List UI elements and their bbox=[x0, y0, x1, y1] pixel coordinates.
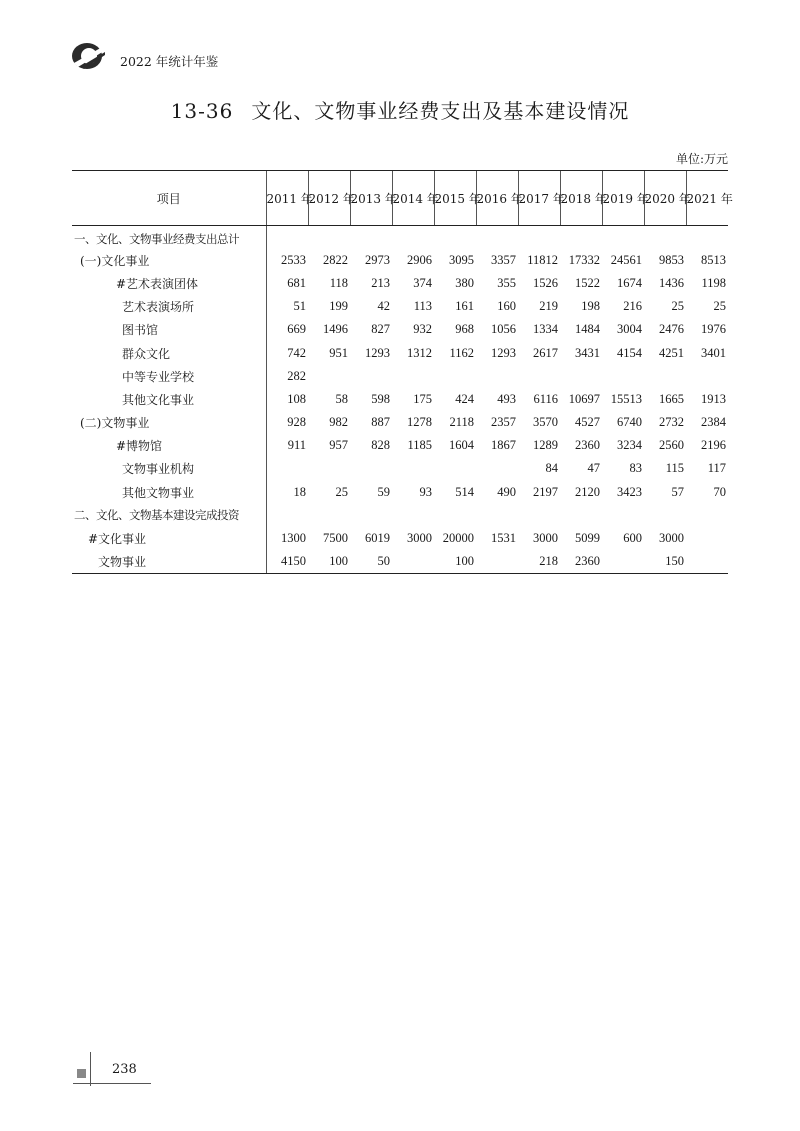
table-cell: 1289 bbox=[533, 438, 558, 453]
table-cell bbox=[392, 457, 434, 480]
row-label: 其他文化事业 bbox=[72, 388, 266, 411]
table-cell: 932 bbox=[413, 322, 432, 337]
column-header: 2015 年 bbox=[434, 171, 476, 226]
table-cell bbox=[560, 504, 602, 527]
table-cell: 6740 bbox=[617, 415, 642, 430]
table-cell: 2197 bbox=[533, 484, 558, 499]
table-cell: 951 bbox=[329, 345, 348, 360]
table-cell: 3431 bbox=[575, 345, 600, 360]
table-row bbox=[72, 365, 728, 388]
row-label: 艺术表演场所 bbox=[72, 295, 266, 318]
table-cell: 11812 bbox=[527, 252, 558, 267]
table-cell: 2533 bbox=[281, 252, 306, 267]
table-cell bbox=[266, 504, 308, 527]
table-cell: 957 bbox=[329, 438, 348, 453]
table-cell: 1674 bbox=[617, 275, 642, 290]
table-cell: 100 bbox=[308, 550, 350, 573]
table-cell: 57 bbox=[671, 484, 684, 499]
table-cell bbox=[392, 365, 434, 388]
table-title-text: 文化、文物事业经费支出及基本建设情况 bbox=[251, 99, 630, 123]
table-cell: 25 bbox=[335, 484, 348, 499]
table-cell: 598 bbox=[371, 391, 390, 406]
table-cell: 108 bbox=[287, 391, 306, 406]
table-title bbox=[0, 95, 800, 124]
page-mark-line bbox=[90, 1052, 91, 1086]
table-cell: 968 bbox=[455, 322, 474, 337]
table-cell: 100 bbox=[434, 550, 476, 573]
page-mark-rule bbox=[73, 1083, 151, 1084]
table-cell: 1665 bbox=[659, 391, 684, 406]
table-cell: 282 bbox=[287, 368, 306, 383]
column-header: 2017 年 bbox=[518, 171, 560, 226]
table-cell: 1334 bbox=[533, 322, 558, 337]
table-row bbox=[72, 434, 728, 457]
table-cell: 2118 bbox=[449, 415, 474, 430]
table-cell: 669 bbox=[287, 322, 306, 337]
table-row bbox=[72, 481, 728, 504]
table-cell: 4251 bbox=[659, 345, 684, 360]
table-cell: 1522 bbox=[575, 275, 600, 290]
table-cell bbox=[308, 457, 350, 480]
table-cell bbox=[434, 504, 476, 527]
table-row bbox=[72, 504, 728, 527]
table-cell: 25 bbox=[713, 299, 726, 314]
table-cell: 493 bbox=[497, 391, 516, 406]
yearbook-logo-icon bbox=[70, 40, 106, 72]
table-row bbox=[72, 388, 728, 411]
table-cell bbox=[308, 504, 350, 527]
table-cell: 18 bbox=[293, 484, 306, 499]
row-label: 二、文化、文物基本建设完成投资 bbox=[72, 504, 266, 527]
column-header: 2019 年 bbox=[602, 171, 644, 226]
table-cell: 199 bbox=[329, 299, 348, 314]
table-cell bbox=[686, 527, 728, 550]
table-cell: 827 bbox=[371, 322, 390, 337]
table-cell: 7500 bbox=[323, 531, 348, 546]
table-cell: 218 bbox=[518, 550, 560, 573]
column-header: 2021 年 bbox=[686, 171, 728, 226]
table-cell: 2196 bbox=[701, 438, 726, 453]
column-header: 2014 年 bbox=[392, 171, 434, 226]
table-cell: 175 bbox=[413, 391, 432, 406]
row-label: 其他文物事业 bbox=[72, 481, 266, 504]
table-cell bbox=[518, 365, 560, 388]
table-cell bbox=[350, 457, 392, 480]
table-cell: 3234 bbox=[617, 438, 642, 453]
table-cell: 6116 bbox=[533, 391, 558, 406]
table-number: 13-36 bbox=[170, 99, 234, 123]
table-cell bbox=[350, 365, 392, 388]
table-cell: 742 bbox=[287, 345, 306, 360]
table-cell: 4150 bbox=[266, 550, 308, 573]
column-header: 2011 年 bbox=[266, 171, 308, 226]
table-cell: 3000 bbox=[407, 531, 432, 546]
table-cell bbox=[686, 550, 728, 573]
table-cell: 681 bbox=[287, 275, 306, 290]
table-cell: 93 bbox=[419, 484, 432, 499]
table-cell: 2560 bbox=[659, 438, 684, 453]
table-cell: 84 bbox=[545, 461, 558, 476]
table-cell: 1293 bbox=[365, 345, 390, 360]
yearbook-header: 2022 年统计年鉴 bbox=[120, 54, 219, 69]
table-cell bbox=[560, 226, 602, 249]
table-cell bbox=[602, 550, 644, 573]
table-cell: 51 bbox=[293, 299, 306, 314]
table-cell bbox=[308, 226, 350, 249]
row-label: 文物事业 bbox=[72, 550, 266, 573]
table-cell: 2973 bbox=[365, 252, 390, 267]
table-cell bbox=[350, 504, 392, 527]
table-cell bbox=[476, 550, 518, 573]
table-cell: 20000 bbox=[442, 531, 474, 546]
table-cell bbox=[686, 226, 728, 249]
table-cell: 150 bbox=[644, 550, 686, 573]
table-cell: 2120 bbox=[575, 484, 600, 499]
column-header: 2016 年 bbox=[476, 171, 518, 226]
table-cell: 1312 bbox=[407, 345, 432, 360]
table-cell bbox=[434, 457, 476, 480]
table-cell: 1604 bbox=[449, 438, 474, 453]
table-cell bbox=[644, 504, 686, 527]
row-label: #文化事业 bbox=[72, 527, 266, 550]
data-table bbox=[72, 170, 733, 574]
table-cell: 1198 bbox=[701, 275, 726, 290]
table-row bbox=[72, 527, 728, 550]
table-cell bbox=[602, 365, 644, 388]
table-row bbox=[72, 318, 728, 341]
table-cell: 118 bbox=[329, 275, 348, 290]
table-cell: 3401 bbox=[701, 345, 726, 360]
table-cell: 1278 bbox=[407, 415, 432, 430]
table-cell: 1867 bbox=[491, 438, 516, 453]
table-cell: 4527 bbox=[575, 415, 600, 430]
table-cell: 2476 bbox=[659, 322, 684, 337]
page-number: 238 bbox=[112, 1062, 137, 1077]
row-label: 中等专业学校 bbox=[72, 365, 266, 388]
row-label: #博物馆 bbox=[72, 434, 266, 457]
table-cell: 1526 bbox=[533, 275, 558, 290]
table-cell: 50 bbox=[350, 550, 392, 573]
table-cell bbox=[686, 504, 728, 527]
table-cell: 10697 bbox=[568, 391, 600, 406]
table-cell bbox=[350, 226, 392, 249]
row-label: 文物事业机构 bbox=[72, 457, 266, 480]
table-cell bbox=[434, 226, 476, 249]
table-cell: 9853 bbox=[659, 252, 684, 267]
table-row bbox=[72, 550, 728, 573]
table-cell: 3570 bbox=[533, 415, 558, 430]
table-cell: 600 bbox=[623, 531, 642, 546]
table-cell: 4154 bbox=[617, 345, 642, 360]
table-cell: 161 bbox=[455, 299, 474, 314]
table-row bbox=[72, 226, 728, 249]
table-cell: 83 bbox=[629, 461, 642, 476]
table-row bbox=[72, 341, 728, 364]
table-cell: 380 bbox=[455, 275, 474, 290]
column-header: 2012 年 bbox=[308, 171, 350, 226]
table-cell: 1300 bbox=[281, 531, 306, 546]
table-cell: 2822 bbox=[323, 252, 348, 267]
table-cell: 2906 bbox=[407, 252, 432, 267]
column-header: 2020 年 bbox=[644, 171, 686, 226]
column-header: 项目 bbox=[72, 171, 266, 226]
table-cell: 2384 bbox=[701, 415, 726, 430]
table-cell bbox=[560, 365, 602, 388]
page-mark-square bbox=[77, 1069, 86, 1078]
table-cell: 490 bbox=[497, 484, 516, 499]
table-cell: 6019 bbox=[365, 531, 390, 546]
table-cell: 213 bbox=[371, 275, 390, 290]
table-cell bbox=[434, 365, 476, 388]
table-cell: 1056 bbox=[491, 322, 516, 337]
table-cell: 1484 bbox=[575, 322, 600, 337]
table-cell: 514 bbox=[455, 484, 474, 499]
table-cell bbox=[308, 365, 350, 388]
table-cell bbox=[518, 226, 560, 249]
table-cell bbox=[518, 504, 560, 527]
row-label: 图书馆 bbox=[72, 318, 266, 341]
row-label: (一)文化事业 bbox=[72, 249, 266, 272]
table-cell: 1185 bbox=[407, 438, 432, 453]
table-cell bbox=[644, 365, 686, 388]
table-cell bbox=[686, 365, 728, 388]
table-cell bbox=[476, 457, 518, 480]
table-cell: 2617 bbox=[533, 345, 558, 360]
table-cell: 1531 bbox=[491, 531, 516, 546]
table-cell: 115 bbox=[665, 461, 684, 476]
table-cell bbox=[392, 504, 434, 527]
table-cell: 5099 bbox=[575, 531, 600, 546]
table-row bbox=[72, 411, 728, 434]
table-cell bbox=[476, 504, 518, 527]
table-row bbox=[72, 272, 728, 295]
table-cell: 160 bbox=[497, 299, 516, 314]
table-cell: 17332 bbox=[568, 252, 600, 267]
table-cell: 1913 bbox=[701, 391, 726, 406]
table-header-row bbox=[72, 171, 728, 226]
table-cell bbox=[266, 226, 308, 249]
table-row bbox=[72, 457, 728, 480]
row-label: #艺术表演团体 bbox=[72, 272, 266, 295]
table-cell: 828 bbox=[371, 438, 390, 453]
table-cell: 1162 bbox=[449, 345, 474, 360]
table-row bbox=[72, 249, 728, 272]
table-cell: 3000 bbox=[533, 531, 558, 546]
table-cell bbox=[476, 365, 518, 388]
table-cell bbox=[476, 226, 518, 249]
row-label: 群众文化 bbox=[72, 341, 266, 364]
table-cell: 113 bbox=[413, 299, 432, 314]
table-cell: 2360 bbox=[575, 438, 600, 453]
table-cell: 374 bbox=[413, 275, 432, 290]
table-cell bbox=[392, 550, 434, 573]
table-cell: 1976 bbox=[701, 322, 726, 337]
table-cell: 2360 bbox=[560, 550, 602, 573]
table-cell: 2732 bbox=[659, 415, 684, 430]
table-cell bbox=[644, 226, 686, 249]
unit-label: 单位:万元 bbox=[675, 152, 728, 166]
table-cell: 25 bbox=[671, 299, 684, 314]
table-cell: 3000 bbox=[659, 531, 684, 546]
table-cell: 47 bbox=[587, 461, 600, 476]
table-cell: 58 bbox=[335, 391, 348, 406]
table-cell: 424 bbox=[455, 391, 474, 406]
table-row bbox=[72, 295, 728, 318]
table-cell: 70 bbox=[713, 484, 726, 499]
table-cell: 216 bbox=[623, 299, 642, 314]
table-cell: 2357 bbox=[491, 415, 516, 430]
table-cell bbox=[266, 457, 308, 480]
table-cell: 198 bbox=[581, 299, 600, 314]
table-cell: 887 bbox=[371, 415, 390, 430]
row-label: 一、文化、文物事业经费支出总计 bbox=[72, 226, 266, 249]
table-cell: 1436 bbox=[659, 275, 684, 290]
column-header: 2013 年 bbox=[350, 171, 392, 226]
table-cell bbox=[602, 226, 644, 249]
table-cell bbox=[392, 226, 434, 249]
table-cell: 1293 bbox=[491, 345, 516, 360]
table-cell: 15513 bbox=[610, 391, 642, 406]
table-cell: 8513 bbox=[701, 252, 726, 267]
table-cell: 117 bbox=[707, 461, 726, 476]
table-cell: 219 bbox=[539, 299, 558, 314]
table-cell: 982 bbox=[329, 415, 348, 430]
table-cell: 911 bbox=[287, 438, 306, 453]
table-cell: 3095 bbox=[449, 252, 474, 267]
table-cell: 3423 bbox=[617, 484, 642, 499]
table-cell: 928 bbox=[287, 415, 306, 430]
table-cell: 42 bbox=[377, 299, 390, 314]
column-header: 2018 年 bbox=[560, 171, 602, 226]
table-cell bbox=[602, 504, 644, 527]
table-cell: 24561 bbox=[610, 252, 642, 267]
table-cell: 1496 bbox=[323, 322, 348, 337]
table-cell: 59 bbox=[377, 484, 390, 499]
table-cell: 355 bbox=[497, 275, 516, 290]
row-label: (二)文物事业 bbox=[72, 411, 266, 434]
table-cell: 3004 bbox=[617, 322, 642, 337]
table-cell: 3357 bbox=[491, 252, 516, 267]
